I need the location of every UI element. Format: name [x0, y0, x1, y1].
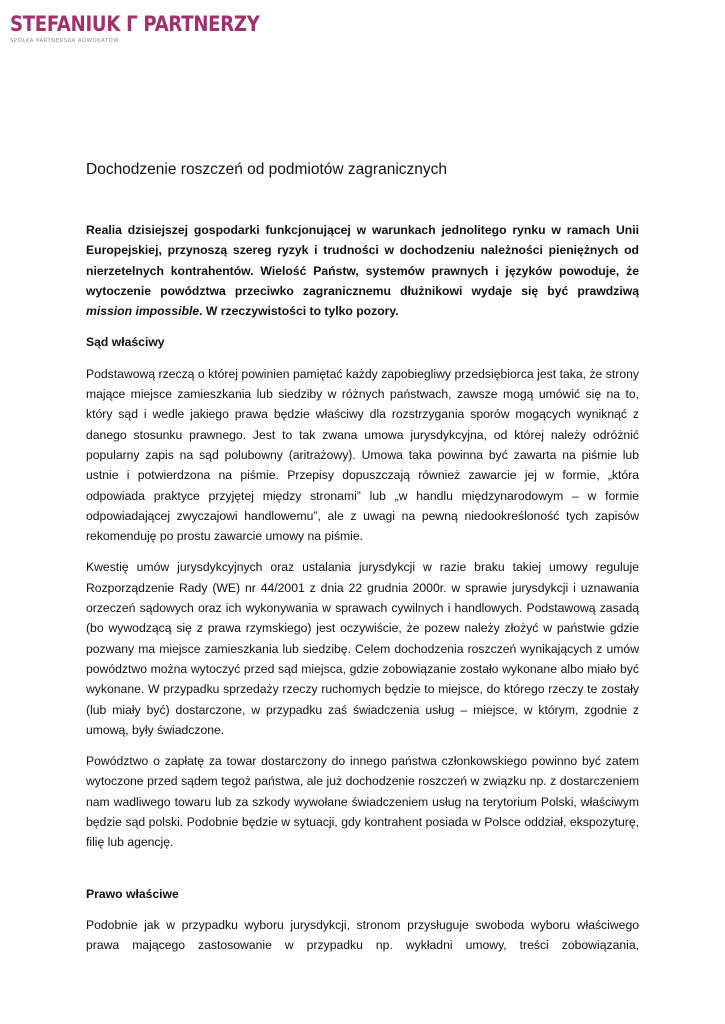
- logo-name: STEFANIUK Γ PARTNERZY: [10, 12, 260, 36]
- company-logo: [10, 12, 260, 44]
- paragraph-4: Podobnie jak w przypadku wyboru jurysdykcji, stronom przysługuje swoboda wyboru właściwego prawa mającego zastosowanie w przypadku np. wykładni umowy, treści zobowiązania,: [86, 917, 639, 953]
- section-heading-law: Prawo właściwe: [86, 886, 179, 901]
- lead-paragraph: [86, 220, 639, 321]
- document-title: Dochodzenie roszczeń od podmiotów zagranicznych: [86, 161, 448, 178]
- section-heading-court: Sąd właściwy: [86, 335, 165, 350]
- lead-italic-phrase: mission impossible: [86, 304, 200, 319]
- document-body: [86, 158, 639, 956]
- paragraph-2: Kwestię umów jurysdykcyjnych oraz ustalania jurysdykcji w razie braku takiej umowy reguluje Rozporządzenie Rady (WE) nr 44/2001 z dnia 22 grudnia 2000r. w sprawie jurysdykcji i uznawania orzeczeń sądowych oraz ich wykonywania w sprawach cywilnych i handlowych. Podstawową zasadą (bo wywodzącą się z prawa rzymskiego) jest oczywiście, że pozew należy złożyć w państwie gdzie pozwany ma miejsce zamieszkania lub siedzibę. Celem dochodzenia roszczeń wynikających z umów powództwo można wytoczyć przed sąd miejsca, gdzie zobowiązanie zostało wykonane albo miało być wykonane. W przypadku sprzedaży rzeczy ruchomych będzie to miejsce, do którego rzeczy te zostały (lub miały być) dostarczone, w przypadku zaś świadczenia usług – miejsce, w którym, zgodnie z umową, były świadczone.: [86, 560, 639, 737]
- logo-tagline: SPÓŁKA PARTNERSKA ADWOKATÓW: [10, 38, 120, 44]
- paragraph-3: Powództwo o zapłatę za towar dostarczony do innego państwa członkowskiego powinno być zatem wytoczone przed sądem tegoż państwa, ale już dochodzenie roszczeń w związku np. z dostarczeniem nam wadliwego towaru lub za szkody wywołane świadczeniem usług na terytorium Polski, właściwym będzie sąd polski. Podobnie będzie w sytuacji, gdy kontrahent posiada w Polsce oddział, ekspozyturę, filię lub agencję.: [86, 754, 639, 850]
- paragraph-1: Podstawową rzeczą o której powinien pamiętać każdy zapobiegliwy przedsiębiorca jest taka, że strony mające miejsce zamieszkania lub siedziby w różnych państwach, zawsze mogą umówić się na to, który sąd i wedle jakiego prawa będzie właściwy dla rozstrzygania sporów mogących wyniknąć z danego stosunku prawnego. Jest to tak zwana umowa jurysdykcyjna, od której należy odróżnić popularny zapis na sąd polubowny (aritrażowy). Umowa taka powinna być zawarta na piśmie lub ustnie i potwierdzona na piśmie. Przepisy dopuszczają również zawarcie jej w formie, „która odpowiada praktyce przyjętej między stronami” lub „w handlu międzynarodowym – w formie odpowiadającej zwyczajowi handlowemu”, ale z uwagi na pewną niedookreśloność tych zapisów rekomenduję po prostu zawarcie umowy na piśmie.: [86, 366, 639, 544]
- lead-text-end: . W rzeczywistości to tylko pozory.: [199, 304, 399, 319]
- lead-text-start: Realia dzisiejszej gospodarki funkcjonującej w warunkach jednolitego rynku w ramach Unii Europejskiej, przynoszą szereg ryzyk i trudności w dochodzeniu należności pieniężnych od nierzetelnych kontrahentów. Wielość Państw, systemów prawnych i języków powoduje, że wytoczenie powództwa przeciwko zagranicznemu dłużnikowi wydaje się być prawdziwą: [86, 223, 639, 298]
